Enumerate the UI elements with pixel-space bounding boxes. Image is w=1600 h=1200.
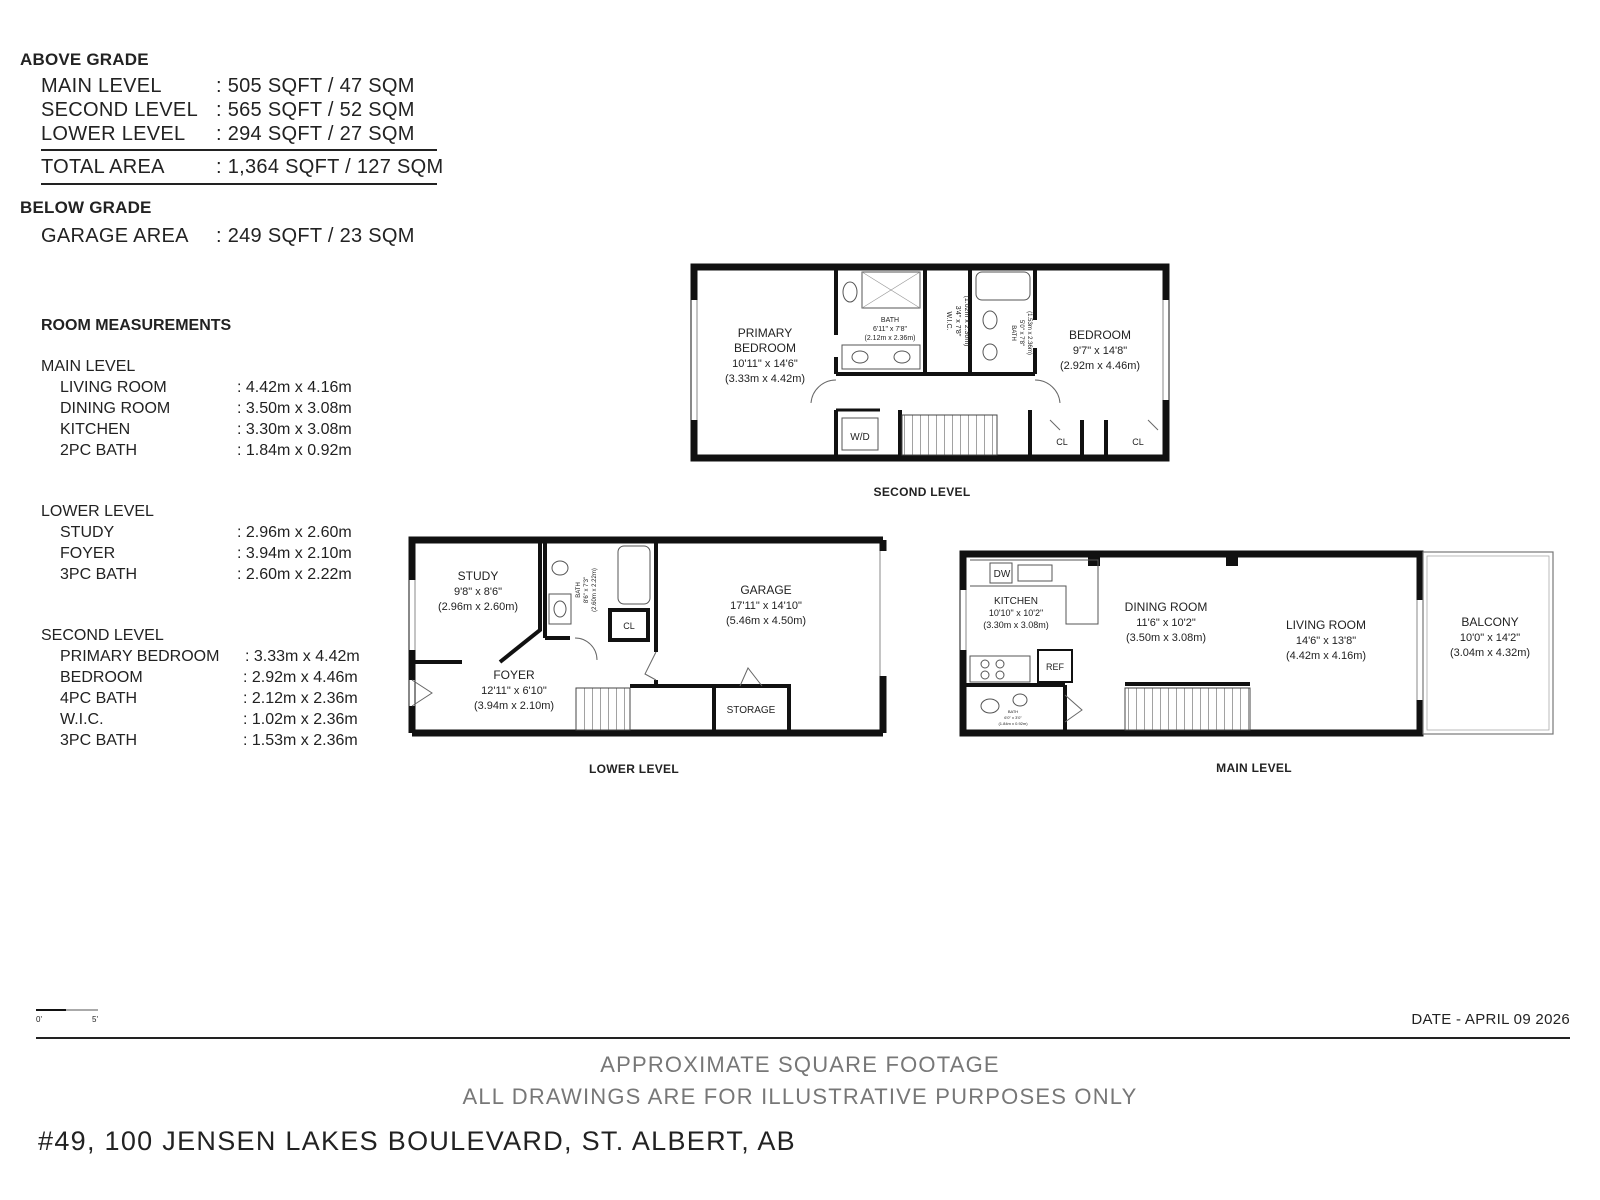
label-dim: (5.46m x 4.50m) [725, 615, 807, 627]
toilet-icon [981, 699, 999, 713]
label-dim: (1.84m x 0.92m) [998, 721, 1028, 726]
burner-icon [996, 660, 1004, 668]
area-value: : 1,364 SQFT / 127 SQM [216, 156, 444, 178]
label-closet: CL [1132, 437, 1144, 447]
label-dim: 9'7" x 14'8" [1072, 345, 1128, 357]
label-dim: (3.04m x 4.32m) [1449, 647, 1531, 659]
second-level-plan [694, 267, 1166, 499]
label-dim: (1.53m x 2.36m) [1026, 311, 1032, 355]
stairs [576, 688, 630, 730]
footer-line-2: ALL DRAWINGS ARE FOR ILLUSTRATIVE PURPOSES ONLY [462, 1084, 1138, 1109]
rm-level-main: MAIN LEVEL [41, 358, 136, 375]
label-bedroom: BEDROOM [1068, 328, 1132, 342]
vanity [549, 594, 571, 624]
sink-icon [983, 344, 997, 360]
label-bath: BATH [1010, 325, 1016, 341]
label-wic: W.I.C. [945, 311, 952, 331]
scale-start: 0' [36, 1015, 42, 1024]
area-value: : 565 SQFT / 52 SQM [216, 99, 415, 121]
area-value: : 249 SQFT / 23 SQM [216, 225, 415, 247]
label-dim: 6'11" x 7'8" [873, 326, 907, 333]
door-swing [811, 380, 836, 403]
label-dim: (3.94m x 2.10m) [473, 700, 555, 712]
rm-value: : 2.12m x 2.36m [243, 690, 358, 707]
rm-label: BEDROOM [60, 669, 143, 686]
label-dim: 5'0" x 7'8" [1018, 319, 1024, 347]
label-foyer: FOYER [493, 668, 535, 682]
label-dim: 3'4" x 7'8" [954, 305, 961, 337]
label-dim: (3.50m x 3.08m) [1125, 632, 1207, 644]
toilet-icon [843, 282, 857, 302]
rm-value: : 4.42m x 4.16m [237, 379, 352, 396]
footer-divider [36, 1037, 1570, 1039]
area-label: SECOND LEVEL [41, 99, 198, 121]
label-dim: (2.60m x 2.22m) [592, 568, 598, 612]
plan-title-main-level: MAIN LEVEL [1216, 761, 1292, 775]
room-measurements-heading: ROOM MEASUREMENTS [41, 317, 232, 334]
label-dim: 14'6" x 13'8" [1295, 635, 1357, 647]
sink-icon [554, 601, 566, 617]
label-bath: BATH [1007, 709, 1019, 714]
label-dim: 10'0" x 14'2" [1459, 632, 1521, 644]
sink-icon [852, 351, 868, 363]
rm-value: : 3.30m x 3.08m [237, 421, 352, 438]
area-label: GARAGE AREA [41, 225, 189, 247]
area-label: LOWER LEVEL [41, 123, 186, 145]
label-dim: (2.92m x 4.46m) [1059, 360, 1141, 372]
label-dim: (3.30m x 3.08m) [983, 620, 1049, 630]
label-dim: (4.42m x 4.16m) [1285, 650, 1367, 662]
rm-value: : 2.96m x 2.60m [237, 524, 352, 541]
label-closet: CL [1056, 437, 1068, 447]
door-swing [740, 668, 762, 686]
label-wic-group [945, 296, 970, 347]
rm-value: : 3.50m x 3.08m [237, 400, 352, 417]
plan-title-second-level: SECOND LEVEL [873, 485, 971, 499]
plan-title-lower-level: LOWER LEVEL [589, 762, 679, 776]
rm-label: KITCHEN [60, 421, 131, 438]
label-dim: (3.33m x 4.42m) [724, 373, 806, 385]
sink-icon [1018, 565, 1052, 581]
door-swing [575, 638, 597, 660]
toilet-icon [552, 561, 568, 575]
rm-label: LIVING ROOM [60, 379, 167, 396]
sink-icon [1013, 694, 1027, 706]
label-dining-room: DINING ROOM [1124, 600, 1208, 614]
label-bath: BATH [880, 317, 900, 324]
area-value: : 294 SQFT / 27 SQM [216, 123, 415, 145]
label-closet: CL [623, 621, 635, 631]
rm-value: : 2.92m x 4.46m [243, 669, 358, 686]
label-dim: (2.12m x 2.36m) [864, 335, 916, 342]
rm-value: : 1.84m x 0.92m [237, 442, 352, 459]
rm-value: : 1.02m x 2.36m [243, 711, 358, 728]
rm-label: DINING ROOM [60, 400, 171, 417]
label-storage: STORAGE [726, 705, 776, 716]
footer-line-1: APPROXIMATE SQUARE FOOTAGE [600, 1052, 1000, 1077]
rm-value: : 1.53m x 2.36m [243, 732, 358, 749]
toilet-icon [983, 311, 997, 329]
area-value: : 505 SQFT / 47 SQM [216, 75, 415, 97]
burner-icon [981, 660, 989, 668]
rm-level-second: SECOND LEVEL [41, 627, 164, 644]
label-study: STUDY [457, 569, 499, 583]
label-wd: W/D [850, 432, 870, 443]
rm-label: STUDY [60, 524, 115, 541]
label-dim: (2.96m x 2.60m) [437, 601, 519, 613]
label-dim: 9'8" x 8'6" [453, 586, 503, 598]
stairs [902, 415, 997, 455]
door-swing [1035, 380, 1060, 403]
label-primary-bedroom: PRIMARY [737, 326, 793, 340]
burner-icon [981, 671, 989, 679]
label-balcony: BALCONY [1461, 615, 1519, 629]
label-dw: DW [993, 569, 1011, 580]
rm-value: : 3.94m x 2.10m [237, 545, 352, 562]
label-dim: 17'11" x 14'10" [730, 600, 802, 612]
burner-icon [996, 671, 1004, 679]
label-garage: GARAGE [740, 583, 792, 597]
label-bath2-group [1010, 311, 1032, 355]
date-stamp: DATE - APRIL 09 2026 [1411, 1011, 1570, 1028]
scale-bar [36, 1010, 98, 1024]
above-grade-heading: ABOVE GRADE [20, 50, 149, 69]
lower-level-plan [412, 540, 883, 776]
door-swing [1148, 420, 1158, 430]
bathtub [976, 272, 1030, 300]
rm-value: : 3.33m x 4.42m [245, 648, 360, 665]
column [1226, 554, 1238, 566]
label-living-room: LIVING ROOM [1285, 618, 1367, 632]
label-kitchen: KITCHEN [994, 596, 1038, 607]
stairs [1125, 688, 1250, 730]
rm-level-lower: LOWER LEVEL [41, 503, 154, 520]
label-dim: (1.02m x 2.36m) [963, 295, 970, 347]
door-swing [1050, 420, 1060, 430]
label-dim: 10'11" x 14'6" [732, 358, 798, 370]
main-level-plan [963, 552, 1553, 775]
rm-label: W.I.C. [60, 711, 104, 728]
label-dim: 8'6" x 7'3" [584, 576, 590, 604]
label-bath: BATH [576, 582, 582, 598]
rm-label: 4PC BATH [60, 690, 138, 707]
scale-end: 5' [92, 1015, 98, 1024]
label-dim: 12'11" x 6'10" [481, 685, 547, 697]
label-dim: 10'10" x 10'2" [988, 608, 1044, 618]
vanity [842, 345, 920, 369]
rm-label: 3PC BATH [60, 732, 138, 749]
door-swing [1065, 695, 1082, 722]
label-ref: REF [1046, 662, 1064, 672]
label-dim: 6'0" x 3'0" [1004, 715, 1022, 720]
rm-label: FOYER [60, 545, 116, 562]
rm-label: 2PC BATH [60, 442, 138, 459]
sink-icon [894, 351, 910, 363]
area-label: MAIN LEVEL [41, 75, 162, 97]
below-grade-heading: BELOW GRADE [20, 198, 152, 217]
rm-value: : 2.60m x 2.22m [237, 566, 352, 583]
label-primary-bedroom: BEDROOM [733, 341, 797, 355]
door-swing [645, 652, 656, 680]
label-dim: 11'6" x 10'2" [1136, 617, 1196, 629]
property-address: #49, 100 JENSEN LAKES BOULEVARD, ST. ALBERT, AB [38, 1126, 796, 1156]
label-bath-group [576, 568, 598, 612]
rm-label: 3PC BATH [60, 566, 138, 583]
bathtub [618, 546, 650, 604]
area-label: TOTAL AREA [41, 156, 165, 178]
rm-label: PRIMARY BEDROOM [60, 648, 220, 665]
